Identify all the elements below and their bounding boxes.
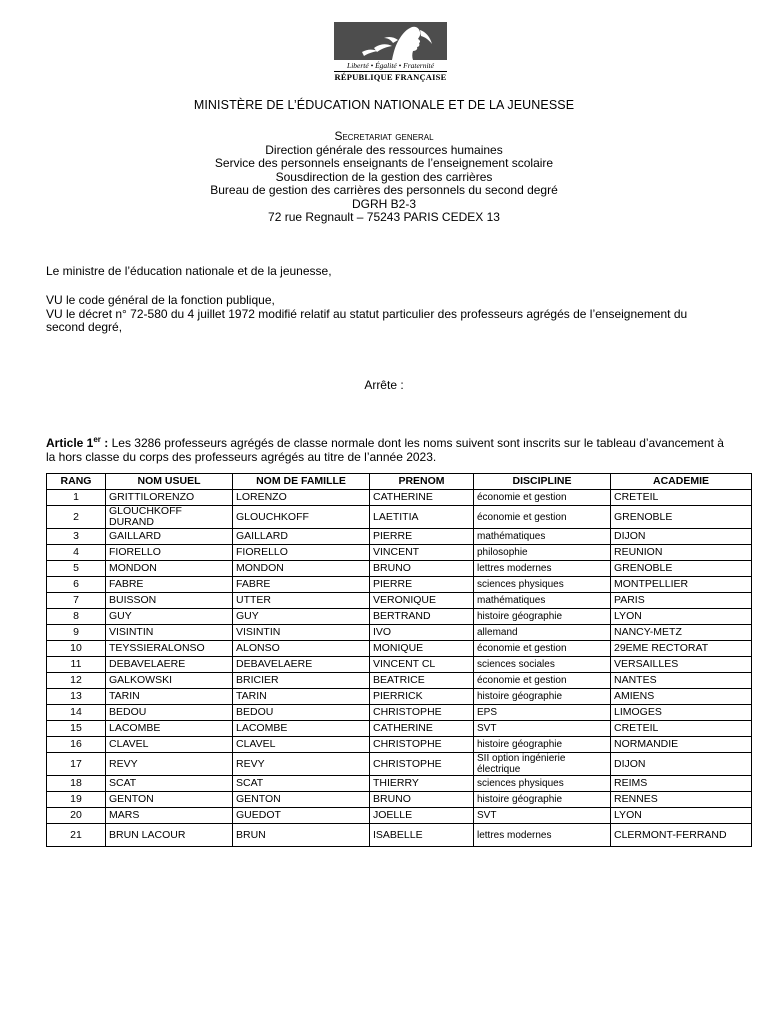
table-row [47,625,752,641]
table-body [47,490,752,847]
cell-discipline: économie et gestion [474,506,611,529]
cell-discipline: allemand [474,625,611,641]
cell-nom-famille: GENTON [233,792,370,808]
cell-rang: 7 [47,593,106,609]
cell-nom-usuel: GLOUCHKOFF DURAND [106,506,233,529]
cell-academie: GRENOBLE [611,561,752,577]
visa-line: VU le décret n° 72-580 du 4 juillet 1972 modifié relatif au statut particulier des professeurs agrégés de l’enseignement du second degré, [46,306,688,334]
cell-prenom: BRUNO [370,792,474,808]
visas-block [46,294,726,335]
cell-nom-usuel: GUY [106,609,233,625]
cell-prenom: THIERRY [370,776,474,792]
cell-rang: 18 [47,776,106,792]
cell-discipline: sciences sociales [474,657,611,673]
cell-prenom: CATHERINE [370,490,474,506]
cell-academie: CRETEIL [611,490,752,506]
table-row [47,490,752,506]
cell-prenom: PIERRE [370,577,474,593]
cell-rang: 19 [47,792,106,808]
cell-nom-usuel: VISINTIN [106,625,233,641]
cell-rang: 6 [47,577,106,593]
header-line: Bureau de gestion des carrières des personnels du second degré [210,183,558,197]
cell-discipline: sciences physiques [474,776,611,792]
cell-academie: NANTES [611,673,752,689]
header-line: Direction générale des ressources humaines [265,142,503,157]
cell-prenom: MONIQUE [370,641,474,657]
header-line: Sousdirection de la gestion des carrières [275,169,493,184]
cell-nom-usuel: GAILLARD [106,529,233,545]
secretariat-line: Secretariat general [334,129,434,143]
cell-discipline: histoire géographie [474,737,611,753]
cell-academie: RENNES [611,792,752,808]
table-row [47,609,752,625]
cell-discipline: économie et gestion [474,641,611,657]
cell-discipline: mathématiques [474,593,611,609]
cell-academie: CRETEIL [611,721,752,737]
cell-prenom: IVO [370,625,474,641]
column-header-nom-usuel: NOM USUEL [106,474,233,490]
cell-nom-famille: CLAVEL [233,737,370,753]
column-header-nom-famille: NOM DE FAMILLE [233,474,370,490]
cell-discipline: histoire géographie [474,689,611,705]
cell-nom-famille: LORENZO [233,490,370,506]
cell-discipline: lettres modernes [474,561,611,577]
cell-rang: 2 [47,506,106,529]
cell-nom-famille: ALONSO [233,641,370,657]
cell-discipline: économie et gestion [474,673,611,689]
cell-rang: 16 [47,737,106,753]
cell-rang: 21 [47,824,106,847]
table-row [47,673,752,689]
cell-nom-famille: REVY [233,753,370,776]
cell-nom-famille: GAILLARD [233,529,370,545]
arrete-heading: Arrête : [364,378,404,392]
cell-prenom: VERONIQUE [370,593,474,609]
article-1 [46,433,736,464]
cell-nom-usuel: BRUN LACOUR [106,824,233,847]
cell-prenom: BRUNO [370,561,474,577]
table-row [47,753,752,776]
table-row [47,721,752,737]
article-text: Les 3286 professeurs agrégés de classe normale dont les noms suivent sont inscrits sur le tableau d’avancement à la hors classe du corps des professeurs agrégés au titre de l’année 2023. [46,436,724,464]
cell-rang: 20 [47,808,106,824]
cell-nom-famille: GUEDOT [233,808,370,824]
table-row [47,737,752,753]
header-line: Service des personnels enseignants de l’enseignement scolaire [214,156,554,170]
republique-francaise-logo [334,22,447,86]
cell-discipline: SVT [474,721,611,737]
cell-discipline: histoire géographie [474,609,611,625]
table-row [47,529,752,545]
administration-block [0,130,768,225]
cell-prenom: BEATRICE [370,673,474,689]
cell-nom-usuel: FABRE [106,577,233,593]
cell-prenom: CHRISTOPHE [370,705,474,721]
cell-discipline: économie et gestion [474,490,611,506]
document-header [0,98,768,225]
cell-nom-famille: BEDOU [233,705,370,721]
article-label: Article 1er : [46,435,109,450]
cell-academie: REIMS [611,776,752,792]
table-row [47,689,752,705]
table-header-row [47,474,752,490]
cell-nom-usuel: REVY [106,753,233,776]
cell-rang: 10 [47,641,106,657]
cell-prenom: ISABELLE [370,824,474,847]
cell-nom-usuel: GALKOWSKI [106,673,233,689]
cell-nom-usuel: MARS [106,808,233,824]
table-row [47,776,752,792]
cell-rang: 9 [47,625,106,641]
cell-nom-famille: GLOUCHKOFF [233,506,370,529]
cell-rang: 13 [47,689,106,705]
ministere-title: MINISTÈRE DE L’ÉDUCATION NATIONALE ET DE LA JEUNESSE [193,98,575,112]
cell-academie: LIMOGES [611,705,752,721]
table-row [47,657,752,673]
column-header-academie: ACADEMIE [611,474,752,490]
table-row [47,808,752,824]
cell-academie: LYON [611,808,752,824]
cell-nom-usuel: GENTON [106,792,233,808]
cell-prenom: PIERRICK [370,689,474,705]
cell-academie: VERSAILLES [611,657,752,673]
column-header-prenom: PRENOM [370,474,474,490]
cell-discipline: sciences physiques [474,577,611,593]
cell-rang: 5 [47,561,106,577]
table-row [47,824,752,847]
cell-nom-famille: FABRE [233,577,370,593]
cell-prenom: BERTRAND [370,609,474,625]
marianne-icon [334,22,447,60]
cell-nom-famille: BRICIER [233,673,370,689]
cell-academie: REUNION [611,545,752,561]
cell-discipline: mathématiques [474,529,611,545]
cell-rang: 15 [47,721,106,737]
header-line: 72 rue Regnault – 75243 PARIS CEDEX 13 [268,210,500,224]
cell-rang: 1 [47,490,106,506]
cell-nom-famille: MONDON [233,561,370,577]
cell-academie: MONTPELLIER [611,577,752,593]
cell-rang: 12 [47,673,106,689]
table-row [47,593,752,609]
visa-line: VU le code général de la fonction publique, [46,293,275,307]
cell-academie: 29EME RECTORAT [611,641,752,657]
cell-academie: GRENOBLE [611,506,752,529]
cell-academie: NORMANDIE [611,737,752,753]
cell-nom-usuel: LACOMBE [106,721,233,737]
cell-nom-usuel: GRITTILORENZO [106,490,233,506]
cell-discipline: lettres modernes [474,824,611,847]
cell-academie: CLERMONT-FERRAND [611,824,752,847]
table-row [47,506,752,529]
cell-nom-usuel: TEYSSIERALONSO [106,641,233,657]
cell-nom-famille: BRUN [233,824,370,847]
cell-nom-usuel: DEBAVELAERE [106,657,233,673]
cell-prenom: VINCENT [370,545,474,561]
cell-nom-famille: VISINTIN [233,625,370,641]
table-row [47,545,752,561]
cell-rang: 8 [47,609,106,625]
cell-nom-usuel: BUISSON [106,593,233,609]
cell-nom-famille: TARIN [233,689,370,705]
cell-academie: AMIENS [611,689,752,705]
cell-rang: 11 [47,657,106,673]
cell-rang: 3 [47,529,106,545]
header-line: DGRH B2-3 [351,196,416,211]
cell-academie: LYON [611,609,752,625]
cell-prenom: CHRISTOPHE [370,753,474,776]
table-row [47,577,752,593]
cell-discipline: histoire géographie [474,792,611,808]
cell-academie: NANCY-METZ [611,625,752,641]
cell-nom-usuel: TARIN [106,689,233,705]
column-header-rang: RANG [47,474,106,490]
cell-nom-usuel: CLAVEL [106,737,233,753]
cell-nom-usuel: SCAT [106,776,233,792]
promotion-table [46,473,752,847]
cell-prenom: CATHERINE [370,721,474,737]
cell-nom-famille: DEBAVELAERE [233,657,370,673]
logo-motto: Liberté • Égalité • Fraternité [347,61,434,70]
cell-discipline: EPS [474,705,611,721]
cell-prenom: CHRISTOPHE [370,737,474,753]
cell-discipline: SII option ingénierie électrique [474,753,611,776]
column-header-discipline: DISCIPLINE [474,474,611,490]
cell-discipline: philosophie [474,545,611,561]
cell-nom-famille: FIORELLO [233,545,370,561]
cell-nom-famille: SCAT [233,776,370,792]
cell-prenom: JOELLE [370,808,474,824]
table-row [47,561,752,577]
table-row [47,641,752,657]
cell-nom-usuel: MONDON [106,561,233,577]
cell-academie: DIJON [611,753,752,776]
cell-prenom: PIERRE [370,529,474,545]
cell-academie: PARIS [611,593,752,609]
cell-prenom: VINCENT CL [370,657,474,673]
cell-rang: 14 [47,705,106,721]
cell-nom-usuel: BEDOU [106,705,233,721]
cell-nom-famille: LACOMBE [233,721,370,737]
cell-discipline: SVT [474,808,611,824]
marianne-emblem [334,22,447,60]
cell-academie: DIJON [611,529,752,545]
table-row [47,705,752,721]
logo-republique: RÉPUBLIQUE FRANÇAISE [334,72,447,82]
intro-paragraph: Le ministre de l’éducation nationale et de la jeunesse, [46,264,332,278]
cell-nom-famille: GUY [233,609,370,625]
cell-rang: 4 [47,545,106,561]
cell-prenom: LAETITIA [370,506,474,529]
table-row [47,792,752,808]
cell-nom-famille: UTTER [233,593,370,609]
cell-rang: 17 [47,753,106,776]
cell-nom-usuel: FIORELLO [106,545,233,561]
